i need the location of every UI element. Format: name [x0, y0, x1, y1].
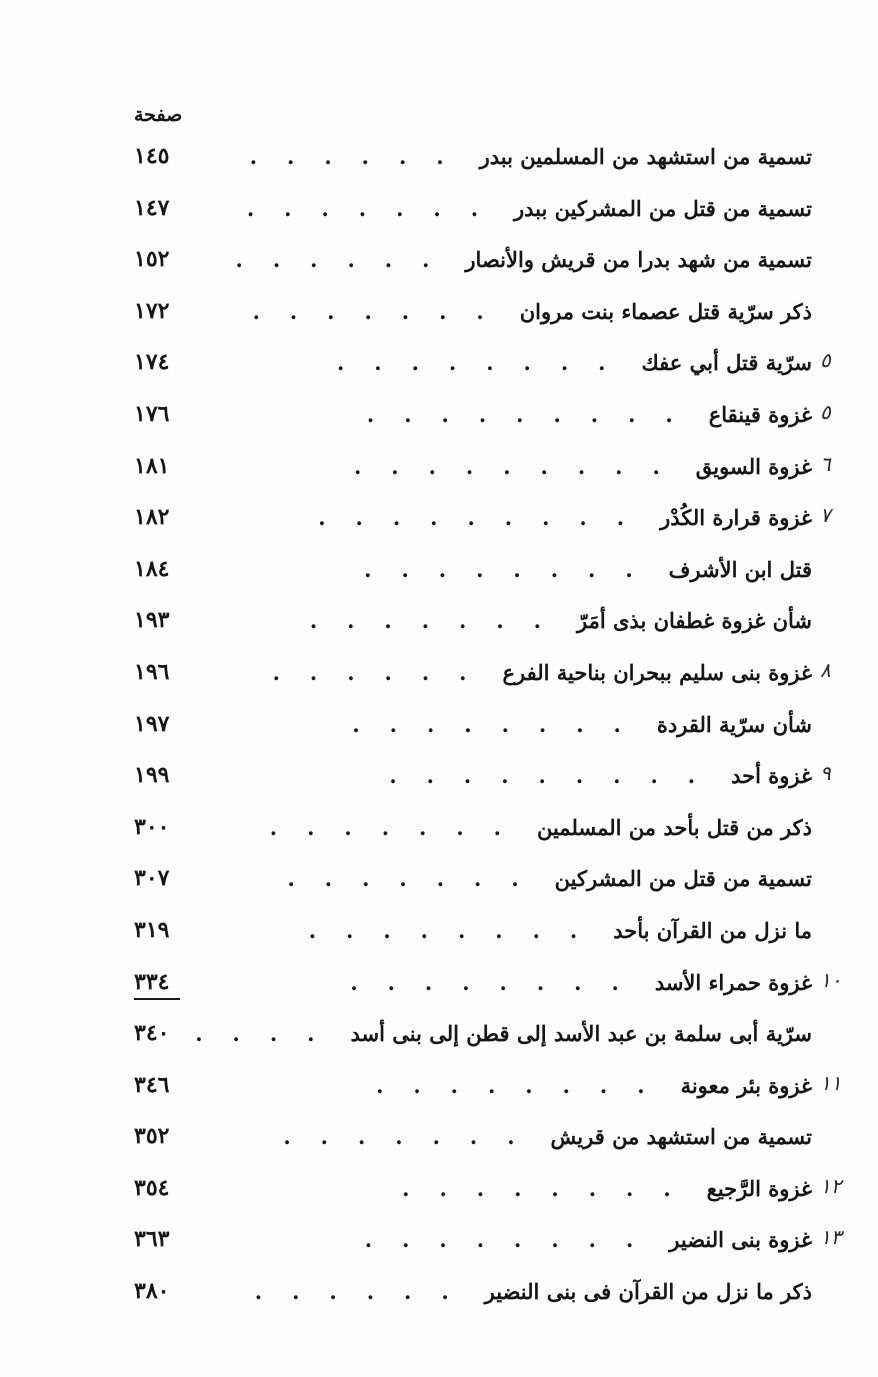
toc-entry[interactable] [0, 646, 878, 698]
toc-entry[interactable] [0, 698, 878, 750]
toc-title [364, 557, 812, 583]
toc-title-text: غزوة قينقاع [708, 401, 812, 427]
toc-page-number: ٣٤٠ [134, 1020, 170, 1047]
handwritten-note: ٨ [820, 657, 831, 682]
dot-leader: ....... [252, 298, 514, 324]
toc-title [273, 660, 812, 686]
handwritten-note: ١٠ [820, 967, 842, 992]
toc-page-number: ٣٨٠ [134, 1278, 170, 1305]
toc-entry[interactable] [0, 440, 878, 492]
toc-title [253, 299, 812, 325]
toc-entry[interactable] [0, 1265, 878, 1317]
dot-leader: ....... [309, 608, 571, 634]
toc-title-text: تسمية من قتل من المشركين ببدر [514, 195, 812, 221]
toc-title [350, 970, 812, 996]
toc-entry[interactable] [0, 1162, 878, 1214]
toc-entry[interactable] [0, 956, 878, 1008]
toc-title [376, 1073, 812, 1099]
dot-leader: ...... [235, 247, 460, 273]
toc-page-number: ٣٤٦ [134, 1071, 170, 1098]
toc-title-text: غزوة السويق [695, 453, 812, 479]
toc-title-text: تسمية من استشهد من قريش [550, 1124, 812, 1150]
toc-entry[interactable] [0, 1213, 878, 1265]
toc-title [270, 815, 812, 841]
toc-page-number: ١٨٢ [134, 504, 170, 531]
toc-title [389, 763, 812, 789]
toc-title-text: تسمية من استشهد من المسلمين ببدر [479, 144, 812, 169]
toc-title [365, 1227, 812, 1253]
toc-page-number: ٣٥٢ [134, 1123, 170, 1150]
toc-title [352, 712, 812, 738]
toc-title-text: غزوة قرارة الكُدْر [660, 505, 812, 531]
toc-title-text: غزوة بنى النضير [669, 1227, 812, 1253]
toc-page-number: ٣١٩ [134, 916, 170, 943]
toc-page-number: ١٤٥ [134, 143, 170, 169]
toc-title-text: غزوة بنى سليم ببحران بناحية الفرع [502, 659, 812, 685]
toc-page-number: ٣٦٣ [134, 1226, 170, 1253]
toc-title [354, 454, 812, 480]
toc-page-number: ١٨١ [134, 452, 170, 479]
toc-title-text: غزوة حمراء الأسد [654, 969, 812, 995]
dot-leader: ........ [376, 1072, 675, 1098]
toc-page-number: ١٧٢ [134, 297, 170, 324]
toc-title-text: ذكر سرّية قتل عصماء بنت مروان [519, 298, 812, 324]
toc-page-number: ٣٥٤ [134, 1174, 170, 1201]
handwritten-note: ٧ [820, 503, 831, 528]
toc-page-number: ١٤٧ [134, 194, 170, 221]
handwritten-note: ٦ [820, 451, 831, 476]
toc-entry[interactable] [0, 491, 878, 543]
page-column-header: صفحة [134, 104, 183, 126]
toc-title [287, 866, 812, 892]
toc-entry[interactable] [0, 1059, 878, 1111]
dot-leader: .... [195, 1021, 345, 1047]
toc-title [318, 505, 812, 531]
toc-title-text: سرّية أبى سلمة بن عبد الأسد إلى قطن إلى بنى أسد [350, 1021, 812, 1047]
dot-leader: ........ [364, 556, 663, 582]
toc-entry[interactable] [0, 852, 878, 904]
dot-leader: ........ [364, 1227, 664, 1253]
toc-entry[interactable] [0, 336, 878, 388]
dot-leader: ........ [352, 711, 651, 737]
toc-entry[interactable] [0, 388, 878, 440]
toc-title-text: سرّية قتل أبي عفك [641, 350, 812, 376]
dot-leader: ......... [318, 505, 655, 531]
dot-leader: ....... [246, 195, 509, 221]
toc-title [310, 608, 812, 634]
dot-leader: ......... [353, 453, 690, 479]
dot-leader: ........ [350, 969, 649, 995]
toc-entry[interactable] [0, 285, 878, 337]
toc-page-number: ١٩٣ [134, 607, 170, 634]
toc-title [255, 1279, 812, 1305]
toc-title-text: ذكر من قتل بأحد من المسلمين [536, 814, 812, 840]
toc-page-number: ١٥٢ [134, 246, 170, 273]
toc-title [247, 196, 812, 222]
toc-title [250, 144, 812, 170]
dot-leader: ...... [249, 144, 474, 169]
handwritten-note: ٩ [820, 761, 831, 786]
toc-entry[interactable] [0, 182, 878, 234]
dot-leader: ....... [269, 814, 531, 840]
toc-entry[interactable] [0, 749, 878, 801]
toc-page-number: ٣٠٠ [134, 813, 170, 840]
toc-title [195, 1021, 812, 1047]
toc-page-number: ١٩٩ [134, 762, 170, 789]
handwritten-note: ٥ [820, 399, 831, 424]
toc-title-text: شأن سرّية القردة [656, 711, 812, 737]
toc-title-text: تسمية من قتل من المشركين [554, 866, 812, 892]
toc-page-number: ١٩٧ [134, 710, 170, 737]
toc-title-text: تسمية من شهد بدرا من قريش والأنصار [465, 247, 812, 273]
handwritten-note: ١١ [820, 1070, 842, 1095]
dot-leader: ....... [287, 866, 549, 892]
toc-title-text: قتل ابن الأشرف [668, 556, 812, 582]
toc-title-text: غزوة أحد [731, 763, 812, 789]
toc-title-text: ذكر ما نزل من القرآن فى بنى النضير [484, 1279, 812, 1305]
toc-entry[interactable] [0, 904, 878, 956]
toc-page-number: ١٨٤ [134, 555, 170, 582]
dot-leader: ...... [254, 1279, 479, 1305]
toc-title [309, 918, 812, 944]
toc-title-text: ما نزل من القرآن بأحد [613, 917, 812, 943]
dot-leader: ...... [272, 659, 497, 685]
toc-title [236, 247, 812, 273]
dot-leader: ......... [389, 763, 726, 789]
handwritten-note: ١٣ [820, 1225, 842, 1250]
table-of-contents [0, 130, 878, 1317]
toc-title [402, 1176, 812, 1202]
dot-leader: ........ [336, 350, 636, 376]
handwritten-note: ١٢ [820, 1173, 842, 1198]
dot-leader: ........ [308, 917, 608, 943]
toc-entry[interactable] [0, 1007, 878, 1059]
toc-entry[interactable] [0, 233, 878, 285]
dot-leader: ....... [283, 1124, 545, 1150]
toc-title-text: غزوة بئر معونة [680, 1072, 812, 1098]
toc-entry[interactable] [0, 543, 878, 595]
toc-title [337, 350, 812, 376]
toc-page-number: ١٧٦ [134, 400, 170, 427]
toc-page-number: ١٧٤ [134, 349, 170, 376]
dot-leader: ......... [366, 401, 703, 427]
toc-entry[interactable] [0, 594, 878, 646]
toc-title [283, 1124, 812, 1150]
handwritten-note: ٥ [820, 348, 831, 373]
toc-title-text: غزوة الرَّجيع [706, 1175, 812, 1201]
toc-entry[interactable] [0, 801, 878, 853]
toc-entry[interactable] [0, 130, 878, 182]
toc-page-number: ٣٠٧ [134, 865, 170, 892]
toc-page-number: ٣٣٤ [134, 968, 180, 1000]
toc-entry[interactable] [0, 1110, 878, 1162]
dot-leader: ........ [402, 1175, 701, 1201]
toc-title-text: شأن غزوة غطفان بذى أمَرّ [577, 608, 812, 634]
toc-title [367, 402, 812, 428]
toc-page-number: ١٩٦ [134, 658, 170, 685]
